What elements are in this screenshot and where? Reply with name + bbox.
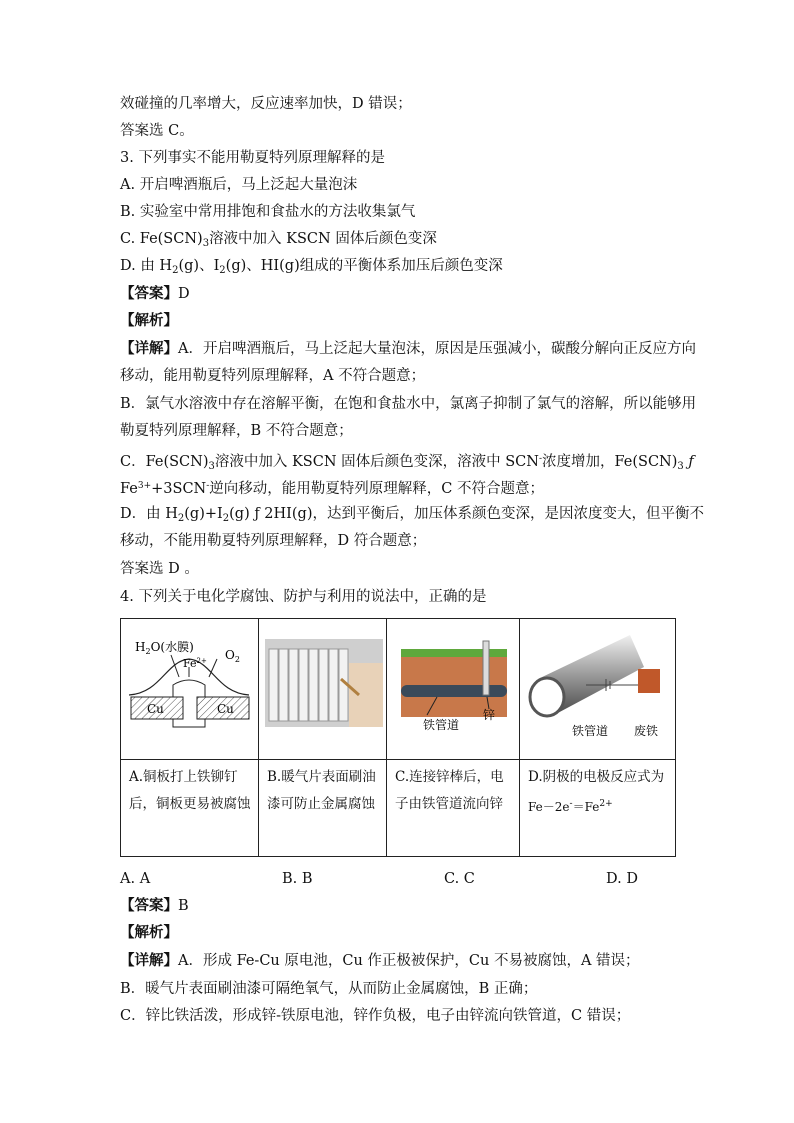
zinc-pipe-diagram <box>387 619 519 755</box>
caption-b: B.暖气片表面刷油漆可防止金属腐蚀 <box>259 760 387 857</box>
water-film-label: $H_2O$(水膜) <box>135 640 194 656</box>
q3-option-d: D. 由 $H_2(g)$、$I_2(g)$、HI(g)组成的平衡体系加压后颜色变深 <box>120 258 503 276</box>
caption-c: C.连接锌棒后，电子由铁管道流向锌 <box>387 760 520 857</box>
figure-c-cell <box>387 619 520 760</box>
question-4-title: 4. 下列关于电化学腐蚀、防护与利用的说法中，正确的是 <box>120 589 487 605</box>
oxygen-label: $O_2$ <box>225 648 240 664</box>
q4-option-d: D. D <box>606 871 638 887</box>
q3-explain-c1: C．$Fe(SCN)_3$溶液中加入 KSCN 固体后颜色变深，溶液中 SCN-浓度增加，$Fe(SCN)_3$ ƒ <box>120 454 694 472</box>
copper-left-label: Cu <box>147 702 164 716</box>
figure-b-cell <box>259 619 387 760</box>
q4-explain-c: C．锌比铁活泼，形成锌-铁原电池，锌作负极，电子由锌流向铁管道，C 错误； <box>120 1008 631 1024</box>
radiator-photo <box>259 619 386 755</box>
pipe-scrap-iron-diagram <box>520 619 675 755</box>
q3-explain-b1: B．氯气水溶液中存在溶解平衡，在饱和食盐水中，氯离子抑制了氯气的溶解，所以能够用 <box>120 396 697 412</box>
caption-d: D.阴极的电极反应式为 $Fe-2e^-=Fe^{2+}$ <box>520 760 676 857</box>
copper-right-label: Cu <box>217 702 234 716</box>
q3-analysis-label: 【解析】 <box>120 312 178 329</box>
q3-explain-d2: 移动，不能用勒夏特列原理解释，D 符合题意； <box>120 533 427 549</box>
text-line: 答案选 C。 <box>120 123 194 139</box>
q4-analysis-label: 【解析】 <box>120 924 178 941</box>
q3-option-a: A. 开启啤酒瓶后，马上泛起大量泡沫 <box>120 177 358 193</box>
q3-explain-a1: 【详解】A．开启啤酒瓶后，马上泛起大量泡沫，原因是压强减小，碳酸分解向正反应方向 <box>120 340 696 357</box>
q4-option-a: A. A <box>120 871 151 887</box>
q3-explain-c2: $Fe^{3+}+3SCN^-$逆向移动，能用勒夏特列原理解释，C 不符合题意； <box>120 481 544 497</box>
zinc-label: 锌 <box>483 708 496 722</box>
q4-answer: 【答案】B <box>120 897 189 914</box>
scrap-iron-label: 废铁 <box>634 724 659 738</box>
text-line: 效碰撞的几率增大，反应速率加快，D 错误； <box>120 96 412 112</box>
question-3-title: 3. 下列事实不能用勒夏特列原理解释的是 <box>120 150 385 166</box>
iron-pipe-label: 铁管道 <box>423 718 460 732</box>
q3-option-c: C. $Fe(SCN)_3$溶液中加入 KSCN 固体后颜色变深 <box>120 231 437 249</box>
q4-option-c: C. C <box>444 871 475 887</box>
q4-explain-b: B．暖气片表面刷油漆可隔绝氧气，从而防止金属腐蚀，B 正确； <box>120 981 538 997</box>
q3-explain-a2: 移动，能用勒夏特列原理解释，A 不符合题意； <box>120 368 426 384</box>
q3-explain-d1: D．由 $H_2(g)+I_2(g)$ ƒ 2HI(g)，达到平衡后，加压体系颜色变深，是因浓度变大，但平衡不 <box>120 506 704 524</box>
q3-explain-b2: 勒夏特列原理解释，B 不符合题意； <box>120 423 353 439</box>
figure-d-cell <box>520 619 676 760</box>
q3-answer: 【答案】D <box>120 285 190 302</box>
q3-final-answer: 答案选 D 。 <box>120 561 199 577</box>
figure-table <box>120 618 676 857</box>
corrosion-diagram <box>121 619 258 755</box>
caption-a: A.铜板打上铁铆钉后，铜板更易被腐蚀 <box>121 760 259 857</box>
q4-option-b: B. B <box>282 871 313 887</box>
q3-option-b: B. 实验室中常用排饱和食盐水的方法收集氯气 <box>120 204 416 220</box>
figure-a-cell <box>121 619 259 760</box>
iron-pipe-label: 铁管道 <box>572 724 609 738</box>
iron-ion-label: $Fe^{2+}$ <box>183 657 207 670</box>
q4-explain-a: 【详解】A．形成 Fe-Cu 原电池，Cu 作正极被保护，Cu 不易被腐蚀，A 错误； <box>120 952 640 969</box>
